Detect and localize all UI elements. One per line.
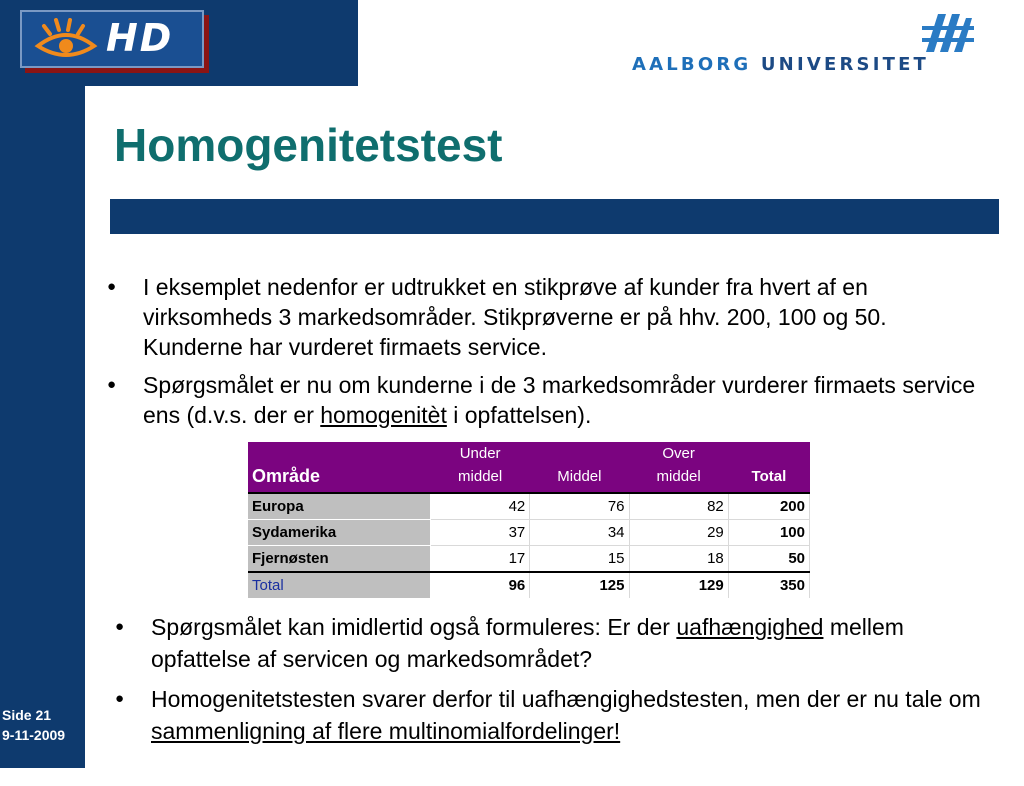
hd-logo: [20, 10, 204, 68]
left-sidebar-band: [0, 0, 85, 768]
bullet-item: [113, 683, 993, 747]
cell-under: 37: [431, 520, 530, 546]
table-row: [248, 493, 810, 520]
university-name-second: UNIVERSITET: [760, 54, 930, 75]
multinomial-link[interactable]: sammenligning af flere multinomialfordelinger!: [151, 718, 621, 744]
bullet-text: Spørgsmålet er nu om kunderne i de 3 markedsområder vurderer firmaets service ens (d.v.s. der er: [143, 372, 976, 428]
slide-date: 9-11-2009: [2, 727, 66, 743]
cell-total: 200: [728, 493, 809, 520]
bullet-text: mellem opfattelse af servicen og markedsområdet?: [151, 614, 904, 672]
row-area: Fjernøsten: [248, 546, 431, 573]
cell-total: 50: [728, 546, 809, 573]
bullet-list-top: [105, 272, 985, 438]
cell-total: 100: [728, 520, 809, 546]
title-underline-band: [110, 199, 999, 234]
bullet-text: Homogenitetstesten svarer derfor til uafhængighedstesten, men der er nu tale om: [151, 686, 981, 712]
cell-under: 17: [431, 546, 530, 573]
aau-logo-icon: [920, 8, 976, 54]
eye-icon: [34, 18, 98, 62]
header-over-line1: Over: [662, 445, 695, 462]
header-total: Total: [728, 442, 809, 493]
table-total-row: [248, 572, 810, 598]
header-over-line2: middel: [656, 468, 701, 485]
total-middel: 125: [530, 572, 629, 598]
table-header-row: [248, 442, 810, 493]
cell-middel: 34: [530, 520, 629, 546]
cell-under: 42: [431, 493, 530, 520]
total-under: 96: [431, 572, 530, 598]
bullet-text: I eksemplet nedenfor er udtrukket en stikprøve af kunder fra hvert af en virksomheds 3 markedsområder. Stikprøverne er på hhv. 200, 100 og 50. Kunderne har vurderet firmaets service.: [143, 274, 887, 360]
slide-footer: [2, 705, 65, 745]
total-label: Total: [248, 572, 431, 598]
hd-logo-text: HD: [106, 16, 174, 60]
bullet-text: Spørgsmålet kan imidlertid også formuleres: Er der: [151, 614, 677, 640]
total-total: 350: [728, 572, 809, 598]
cell-middel: 15: [530, 546, 629, 573]
row-area: Europa: [248, 493, 431, 520]
row-area: Sydamerika: [248, 520, 431, 546]
cell-over: 82: [629, 493, 728, 520]
page-number: Side 21: [2, 707, 52, 723]
table-row: [248, 520, 810, 546]
header-under-line2: middel: [458, 468, 503, 485]
header-under-middel: [431, 442, 530, 493]
slide-title: Homogenitetstest: [114, 119, 503, 171]
cell-over: 18: [629, 546, 728, 573]
homogenitet-link[interactable]: homogenitèt: [320, 402, 447, 428]
table-row: [248, 546, 810, 573]
header-under-line1: Under: [459, 445, 501, 462]
header-over-middel: [629, 442, 728, 493]
bullet-item: [113, 611, 993, 675]
uafhaengighed-link[interactable]: uafhængighed: [676, 614, 824, 640]
header-middel: Middel: [530, 442, 629, 493]
contingency-table: [248, 442, 810, 598]
cell-over: 29: [629, 520, 728, 546]
header-area: Område: [248, 442, 431, 493]
bullet-text: i opfattelsen).: [446, 402, 592, 428]
bullet-item: [105, 370, 985, 430]
total-over: 129: [629, 572, 728, 598]
university-name: [632, 54, 929, 75]
bullet-list-bottom: [113, 611, 993, 755]
bullet-item: [105, 272, 985, 362]
cell-middel: 76: [530, 493, 629, 520]
university-name-first: AALBORG: [632, 54, 752, 75]
